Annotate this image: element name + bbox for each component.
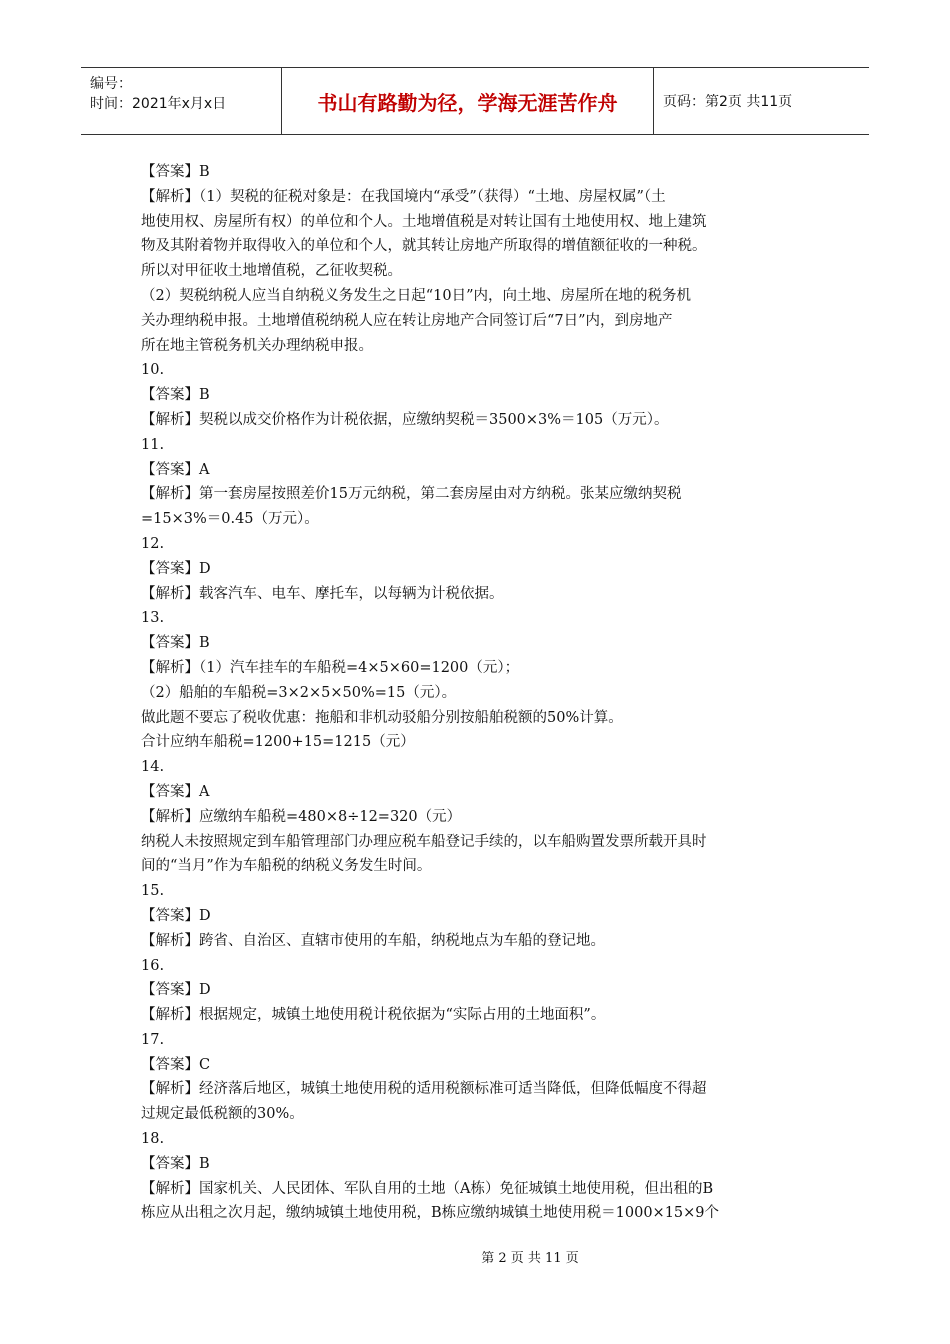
page-footer: 第 2 页 共 11 页: [481, 1251, 579, 1266]
header-page-info: 页码：第2页 共11页: [663, 94, 793, 110]
text-line: 【答案】B: [141, 164, 210, 180]
text-line: 【解析】（1）汽车挂车的车船税=4×5×60=1200（元）；: [141, 659, 520, 676]
text-line: 做此题不要忘了税收优惠：拖船和非机动驳船分别按船舶税额的50%计算。: [141, 709, 623, 726]
text-line: 【答案】B: [141, 635, 210, 652]
text-line: 17.: [141, 1031, 165, 1048]
text-line: 15.: [141, 883, 165, 900]
page-header: [81, 67, 869, 135]
text-line: 地使用权、房屋所有权）的单位和个人。土地增值税是对转让国有土地使用权、地上建筑: [141, 213, 707, 230]
text-line: 过规定最低税额的30%。: [141, 1106, 304, 1123]
text-line: （2）船舶的车船税=3×2×5×50%=15（元）。: [141, 684, 457, 701]
text-line: 【解析】载客汽车、电车、摩托车，以每辆为计税依据。: [141, 585, 504, 602]
header-motto: 书山有路勤为径，学海无涯苦作舟: [281, 68, 654, 134]
text-line: =15×3%＝0.45（万元）。: [141, 511, 319, 528]
text-line: 【解析】契税以成交价格作为计税依据，应缴纳契税＝3500×3%＝105（万元）。: [141, 411, 669, 428]
text-line: 【解析】跨省、自治区、直辖市使用的车船，纳税地点为车船的登记地。: [141, 932, 605, 949]
text-line: 11.: [141, 436, 165, 453]
text-line: 【答案】B: [141, 1155, 210, 1172]
text-line: （2）契税纳税人应当自纳税义务发生之日起“10日”内，向土地、房屋所在地的税务机: [141, 287, 691, 304]
text-line: 【解析】根据规定，城镇土地使用税计税依据为“实际占用的土地面积”。: [141, 1007, 606, 1024]
text-line: 所以对甲征收土地增值税，乙征收契税。: [141, 263, 402, 280]
text-line: 【解析】应缴纳车船税=480×8÷12=320（元）: [141, 808, 462, 825]
text-line: 【答案】D: [141, 982, 211, 999]
serial-label: 编号：: [90, 76, 132, 92]
text-line: 【解析】（1）契税的征税对象是：在我国境内“承受”（获得）“土地、房屋权属”（土: [141, 188, 666, 205]
text-line: 【答案】A: [141, 783, 210, 800]
text-line: 关办理纳税申报。土地增值税纳税人应在转让房地产合同签订后“7日”内，到房地产: [141, 312, 673, 329]
text-line: 【答案】A: [141, 461, 210, 478]
text-line: 【解析】国家机关、人民团体、军队自用的土地（A栋）免征城镇土地使用税，但出租的B: [141, 1180, 714, 1197]
text-line: 12.: [141, 535, 165, 552]
text-line: 13.: [141, 610, 165, 627]
text-line: 【解析】第一套房屋按照差价15万元纳税，第二套房屋由对方纳税。张某应缴纳契税: [141, 486, 682, 503]
text-line: 【答案】D: [141, 907, 211, 924]
text-line: 【答案】D: [141, 560, 211, 577]
text-line: 【解析】经济落后地区，城镇土地使用税的适用税额标准可适当降低，但降低幅度不得超: [141, 1081, 707, 1098]
text-line: 合计应纳车船税=1200+15=1215（元）: [141, 734, 415, 751]
text-line: 所在地主管税务机关办理纳税申报。: [141, 337, 373, 354]
text-line: 物及其附着物并取得收入的单位和个人，就其转让房地产所取得的增值额征收的一种税。: [141, 238, 707, 255]
text-line: 栋应从出租之次月起，缴纳城镇土地使用税，B栋应缴纳城镇土地使用税＝1000×15×9个: [141, 1205, 720, 1222]
header-meta: [81, 68, 281, 134]
document-body: [141, 160, 811, 1226]
text-line: 间的“当月”作为车船税的纳税义务发生时间。: [141, 858, 432, 875]
text-line: 纳税人未按照规定到车船管理部门办理应税车船登记手续的，以车船购置发票所载开具时: [141, 833, 707, 850]
text-line: 【答案】B: [141, 387, 210, 404]
text-line: 【答案】C: [141, 1056, 211, 1073]
text-line: 10.: [141, 362, 165, 379]
text-line: 14.: [141, 759, 165, 776]
date-label: 时间：2021年x月x日: [90, 96, 227, 112]
text-line: 18.: [141, 1131, 165, 1148]
text-line: 16.: [141, 957, 165, 974]
